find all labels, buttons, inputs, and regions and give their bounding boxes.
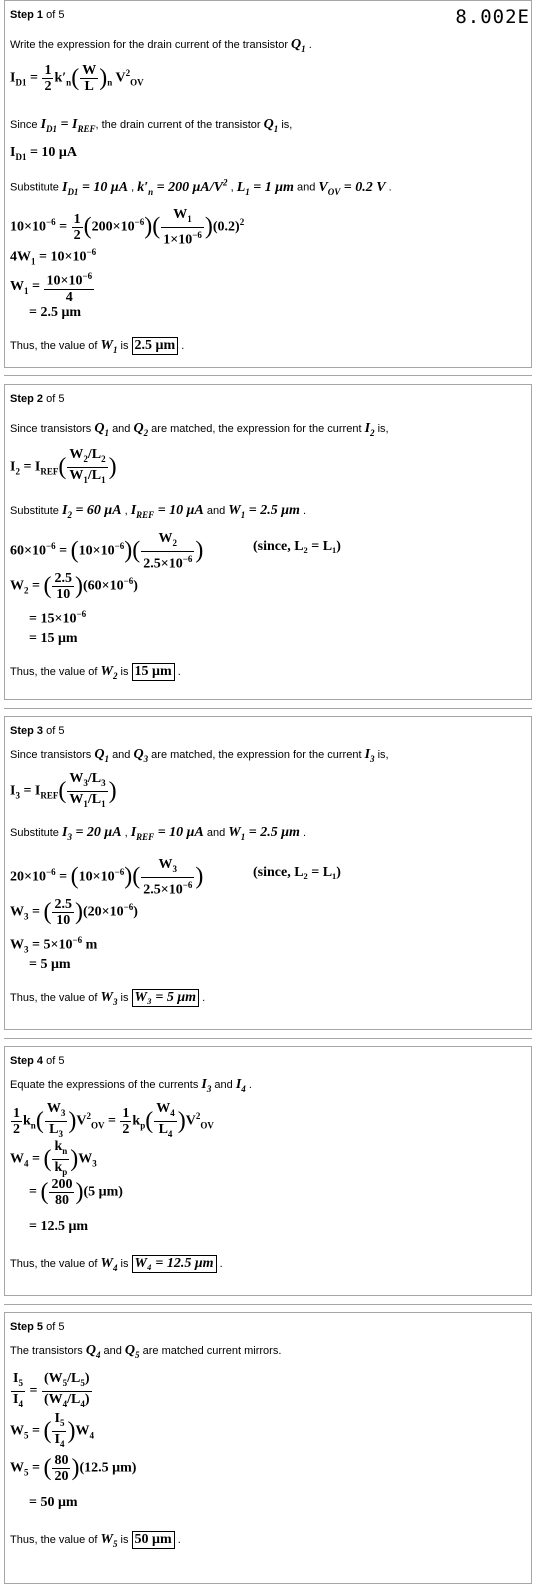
step-5-eq-w5-expr: $W_5$ = ( $\frac{I_5}{I_4}$ )$W_4$ bbox=[10, 1411, 94, 1449]
step-2-eq-w2-sci: = $15\times 10^{-6}$ bbox=[29, 609, 87, 627]
step-3-answer-box: W₃ = 5 μm bbox=[132, 989, 199, 1007]
step-4-result: Thus, the value of $W_4$ is W₄ = 12.5 μm . bbox=[10, 1256, 223, 1273]
step-1-intro: Write the expression for the drain current of the transistor $Q_1$ . bbox=[10, 37, 312, 54]
separator bbox=[4, 708, 532, 709]
step-5-eq-w5-value: = 50 μm bbox=[29, 1495, 78, 1510]
step-4-panel bbox=[4, 1046, 532, 1296]
step-3-eq-w3-sci: $W_3 = 5\times 10^{-6}$ m bbox=[10, 935, 98, 955]
step-3-panel bbox=[4, 716, 532, 1030]
step-3-since-note: (since, L₂ = L₁) bbox=[253, 865, 341, 880]
step-1-since-line: Since $I_{D1} = I_{REF}$, the drain current of the transistor $Q_1$ is, bbox=[10, 117, 293, 134]
step-5-eq-w5-sub: $W_5$ = ( $\frac{80}{20}$ )(12.5 μm) bbox=[10, 1453, 137, 1484]
step-2-intro: Since transistors $Q_1$ and $Q_2$ are matched, the expression for the current $I_2$ is, bbox=[10, 421, 389, 438]
step-1-answer-box: 2.5 μm bbox=[132, 337, 179, 355]
step-3-substitute-line: Substitute $I_3 = 20$ μA , $I_{REF} = 10$ μA and $W_1 = 2.5$ μm . bbox=[10, 825, 307, 842]
step-4-heading: Step 4 of 5 bbox=[10, 1055, 65, 1067]
step-4-eq-w4-expr: $W_4$ = ( $\frac{k_n}{k_p}$ )$W_3$ bbox=[10, 1139, 97, 1177]
step-1-eq-substituted: $10\times 10^{-6}$ = $\frac{1}{2}$ $(200\times 10^{-6})$( $\frac{W_1}{1\times 10^{-6}}$ )$(0.2)^2$ bbox=[10, 207, 245, 248]
step-1-eq-w1-value: = 2.5 μm bbox=[29, 305, 82, 320]
step-3-eq-w3-value: = 5 μm bbox=[29, 957, 71, 972]
step-3-heading: Step 3 of 5 bbox=[10, 725, 65, 737]
step-5-eq-ratio: $\frac{I_5}{I_4}$ = $\frac{(W_5/L_5)}{(W_4/L_4)}$ bbox=[13, 1371, 90, 1409]
step-2-eq-w2-expr: $W_2$ = ( $\frac{2.5}{10}$ )$(60\times 10^{-6})$ bbox=[10, 571, 138, 602]
step-2-eq-w2-value: = 15 μm bbox=[29, 631, 78, 646]
step-5-answer-box: 50 μm bbox=[132, 1531, 175, 1549]
step-1-eq-id1: $I_{D1} = 10$ μA bbox=[10, 145, 77, 162]
step-3-intro: Since transistors $Q_1$ and $Q_3$ are matched, the expression for the current $I_3$ is, bbox=[10, 747, 389, 764]
step-3-eq-current: $I_3 = I_{REF}$( $\frac{W_3/L_3}{W_1/L_1}$ ) bbox=[10, 771, 117, 809]
step-2-eq-substituted: $60\times 10^{-6} = (10\times 10^{-6})$( $\frac{W_2}{2.5\times 10^{-6}}$ ) bbox=[10, 531, 204, 572]
step-3-result: Thus, the value of $W_3$ is W₃ = 5 μm . bbox=[10, 990, 206, 1007]
separator bbox=[4, 1038, 532, 1039]
step-1-heading: Step 1 of 5 bbox=[10, 9, 65, 21]
step-2-heading: Step 2 of 5 bbox=[10, 393, 65, 405]
step-5-result: Thus, the value of $W_5$ is 50 μm . bbox=[10, 1532, 181, 1549]
step-1-panel bbox=[4, 0, 532, 368]
step-1-eq-4w1: $4W_1 = 10\times 10^{-6}$ bbox=[10, 247, 97, 267]
step-1-eq-drain-current: $I_{D1}$ = $\frac{1}{2}$ $k'_n$( $\frac{W}{L}$ )$_n$ $V^2_{OV}$ bbox=[10, 63, 144, 94]
step-2-answer-box: 15 μm bbox=[132, 663, 175, 681]
step-1-eq-w1-frac: $W_1$ = $\frac{10\times 10^{-6}}{4}$ bbox=[10, 271, 93, 305]
step-2-result: Thus, the value of $W_2$ is 15 μm . bbox=[10, 664, 181, 681]
step-2-since-note: (since, L₂ = L₁) bbox=[253, 539, 341, 554]
step-2-substitute-line: Substitute $I_2 = 60$ μA , $I_{REF} = 10$ μA and $W_1 = 2.5$ μm . bbox=[10, 503, 307, 520]
problem-id: 8.002E bbox=[455, 6, 530, 28]
step-4-eq-w4-value: = 12.5 μm bbox=[29, 1219, 89, 1234]
step-5-heading: Step 5 of 5 bbox=[10, 1321, 65, 1333]
step-5-intro: The transistors $Q_4$ and $Q_5$ are matched current mirrors. bbox=[10, 1343, 282, 1360]
step-4-answer-box: W₄ = 12.5 μm bbox=[132, 1255, 217, 1273]
step-4-eq-w4-sub: = ( $\frac{200}{80}$ )(5 μm) bbox=[29, 1177, 123, 1208]
step-3-eq-w3-expr: $W_3$ = ( $\frac{2.5}{10}$ )$(20\times 10^{-6})$ bbox=[10, 897, 138, 928]
step-2-panel bbox=[4, 384, 532, 700]
step-1-result: Thus, the value of $W_1$ is 2.5 μm . bbox=[10, 338, 185, 355]
step-5-panel bbox=[4, 1312, 532, 1584]
step-3-eq-substituted: $20\times 10^{-6} = (10\times 10^{-6})$( $\frac{W_3}{2.5\times 10^{-6}}$ ) bbox=[10, 857, 204, 898]
step-4-intro: Equate the expressions of the currents $I_3$ and $I_4$ . bbox=[10, 1077, 252, 1094]
separator bbox=[4, 1304, 532, 1305]
step-2-eq-current: $I_2 = I_{REF}$( $\frac{W_2/L_2}{W_1/L_1}$ ) bbox=[10, 447, 117, 485]
separator bbox=[4, 375, 532, 376]
step-4-eq-equate: $\frac{1}{2}$ $k_n$( $\frac{W_3}{L_3}$ )$V^2_{OV}$ = $\frac{1}{2}$ $k_p$( $\frac{W_4}{L_4}$ )$V^2_{OV}$ bbox=[13, 1101, 214, 1139]
step-1-substitute-line: Substitute $I_{D1} = 10$ μA , $k'_n = 200$ $\mu A/V^2$ , $L_1 = 1$ μm and $V_{OV} = 0.2$ V . bbox=[10, 177, 392, 197]
